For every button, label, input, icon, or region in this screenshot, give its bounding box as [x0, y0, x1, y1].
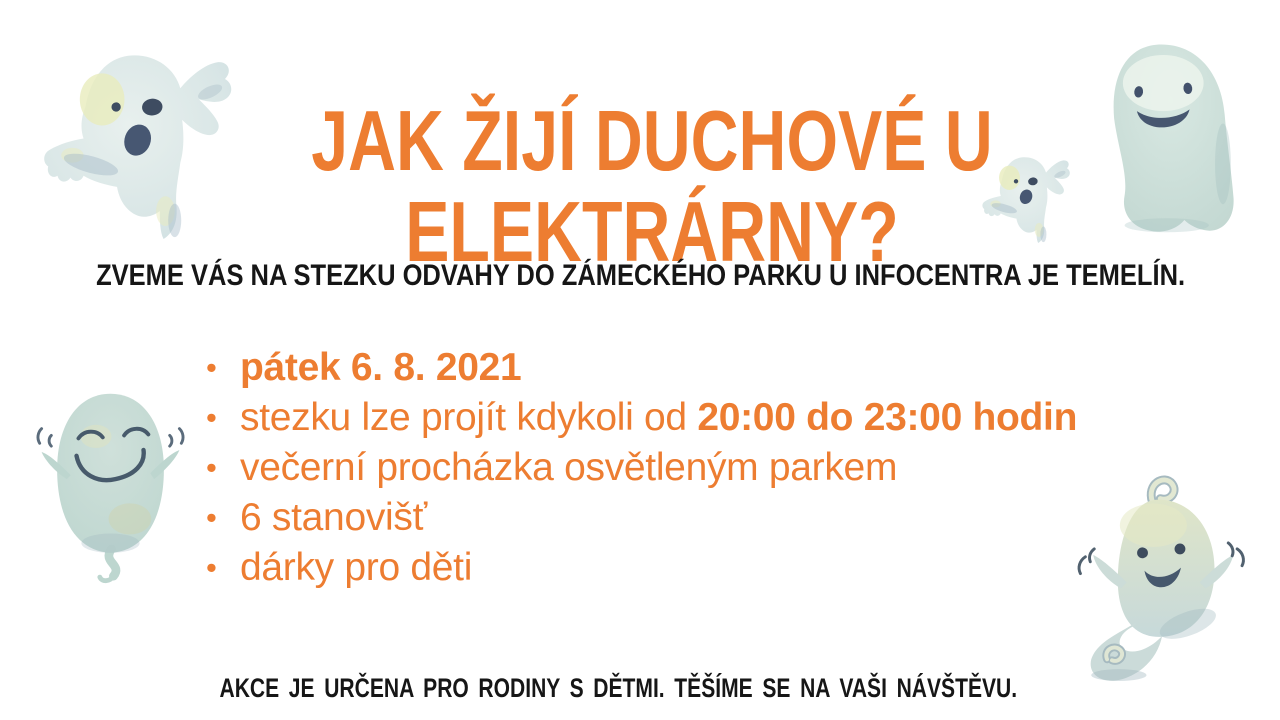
event-details-list — [206, 343, 1077, 593]
list-item-stations: • 6 stanovišť — [206, 493, 1077, 543]
list-item-gifts: • dárky pro děti — [206, 543, 1077, 593]
list-item-date: • pátek 6. 8. 2021 — [206, 343, 1077, 393]
dancing-ghost-icon — [28, 378, 193, 587]
title-line-2: ELEKTRÁRNY? — [405, 184, 899, 280]
list-item-walk: • večerní procházka osvětleným parkem — [206, 443, 1077, 493]
subtitle-text: ZVEME VÁS NA STEZKU ODVAHY DO ZÁMECKÉHO PARKU U INFOCENTRA JE TEMELÍN. — [96, 259, 1186, 292]
title-line-1: JAK ŽIJÍ DUCHOVÉ U — [311, 93, 993, 189]
footer-text: AKCE JE URČENA PRO RODINY S DĚTMI. TĚŠÍME SE NA VAŠI NÁVŠTĚVU. — [219, 673, 1017, 703]
list-item-time: • stezku lze projít kdykoli od 20:00 do 23:00 hodin — [206, 393, 1077, 443]
poster-title — [24, 93, 1280, 280]
poster-footer — [0, 672, 1236, 704]
poster-subtitle — [0, 258, 1280, 294]
